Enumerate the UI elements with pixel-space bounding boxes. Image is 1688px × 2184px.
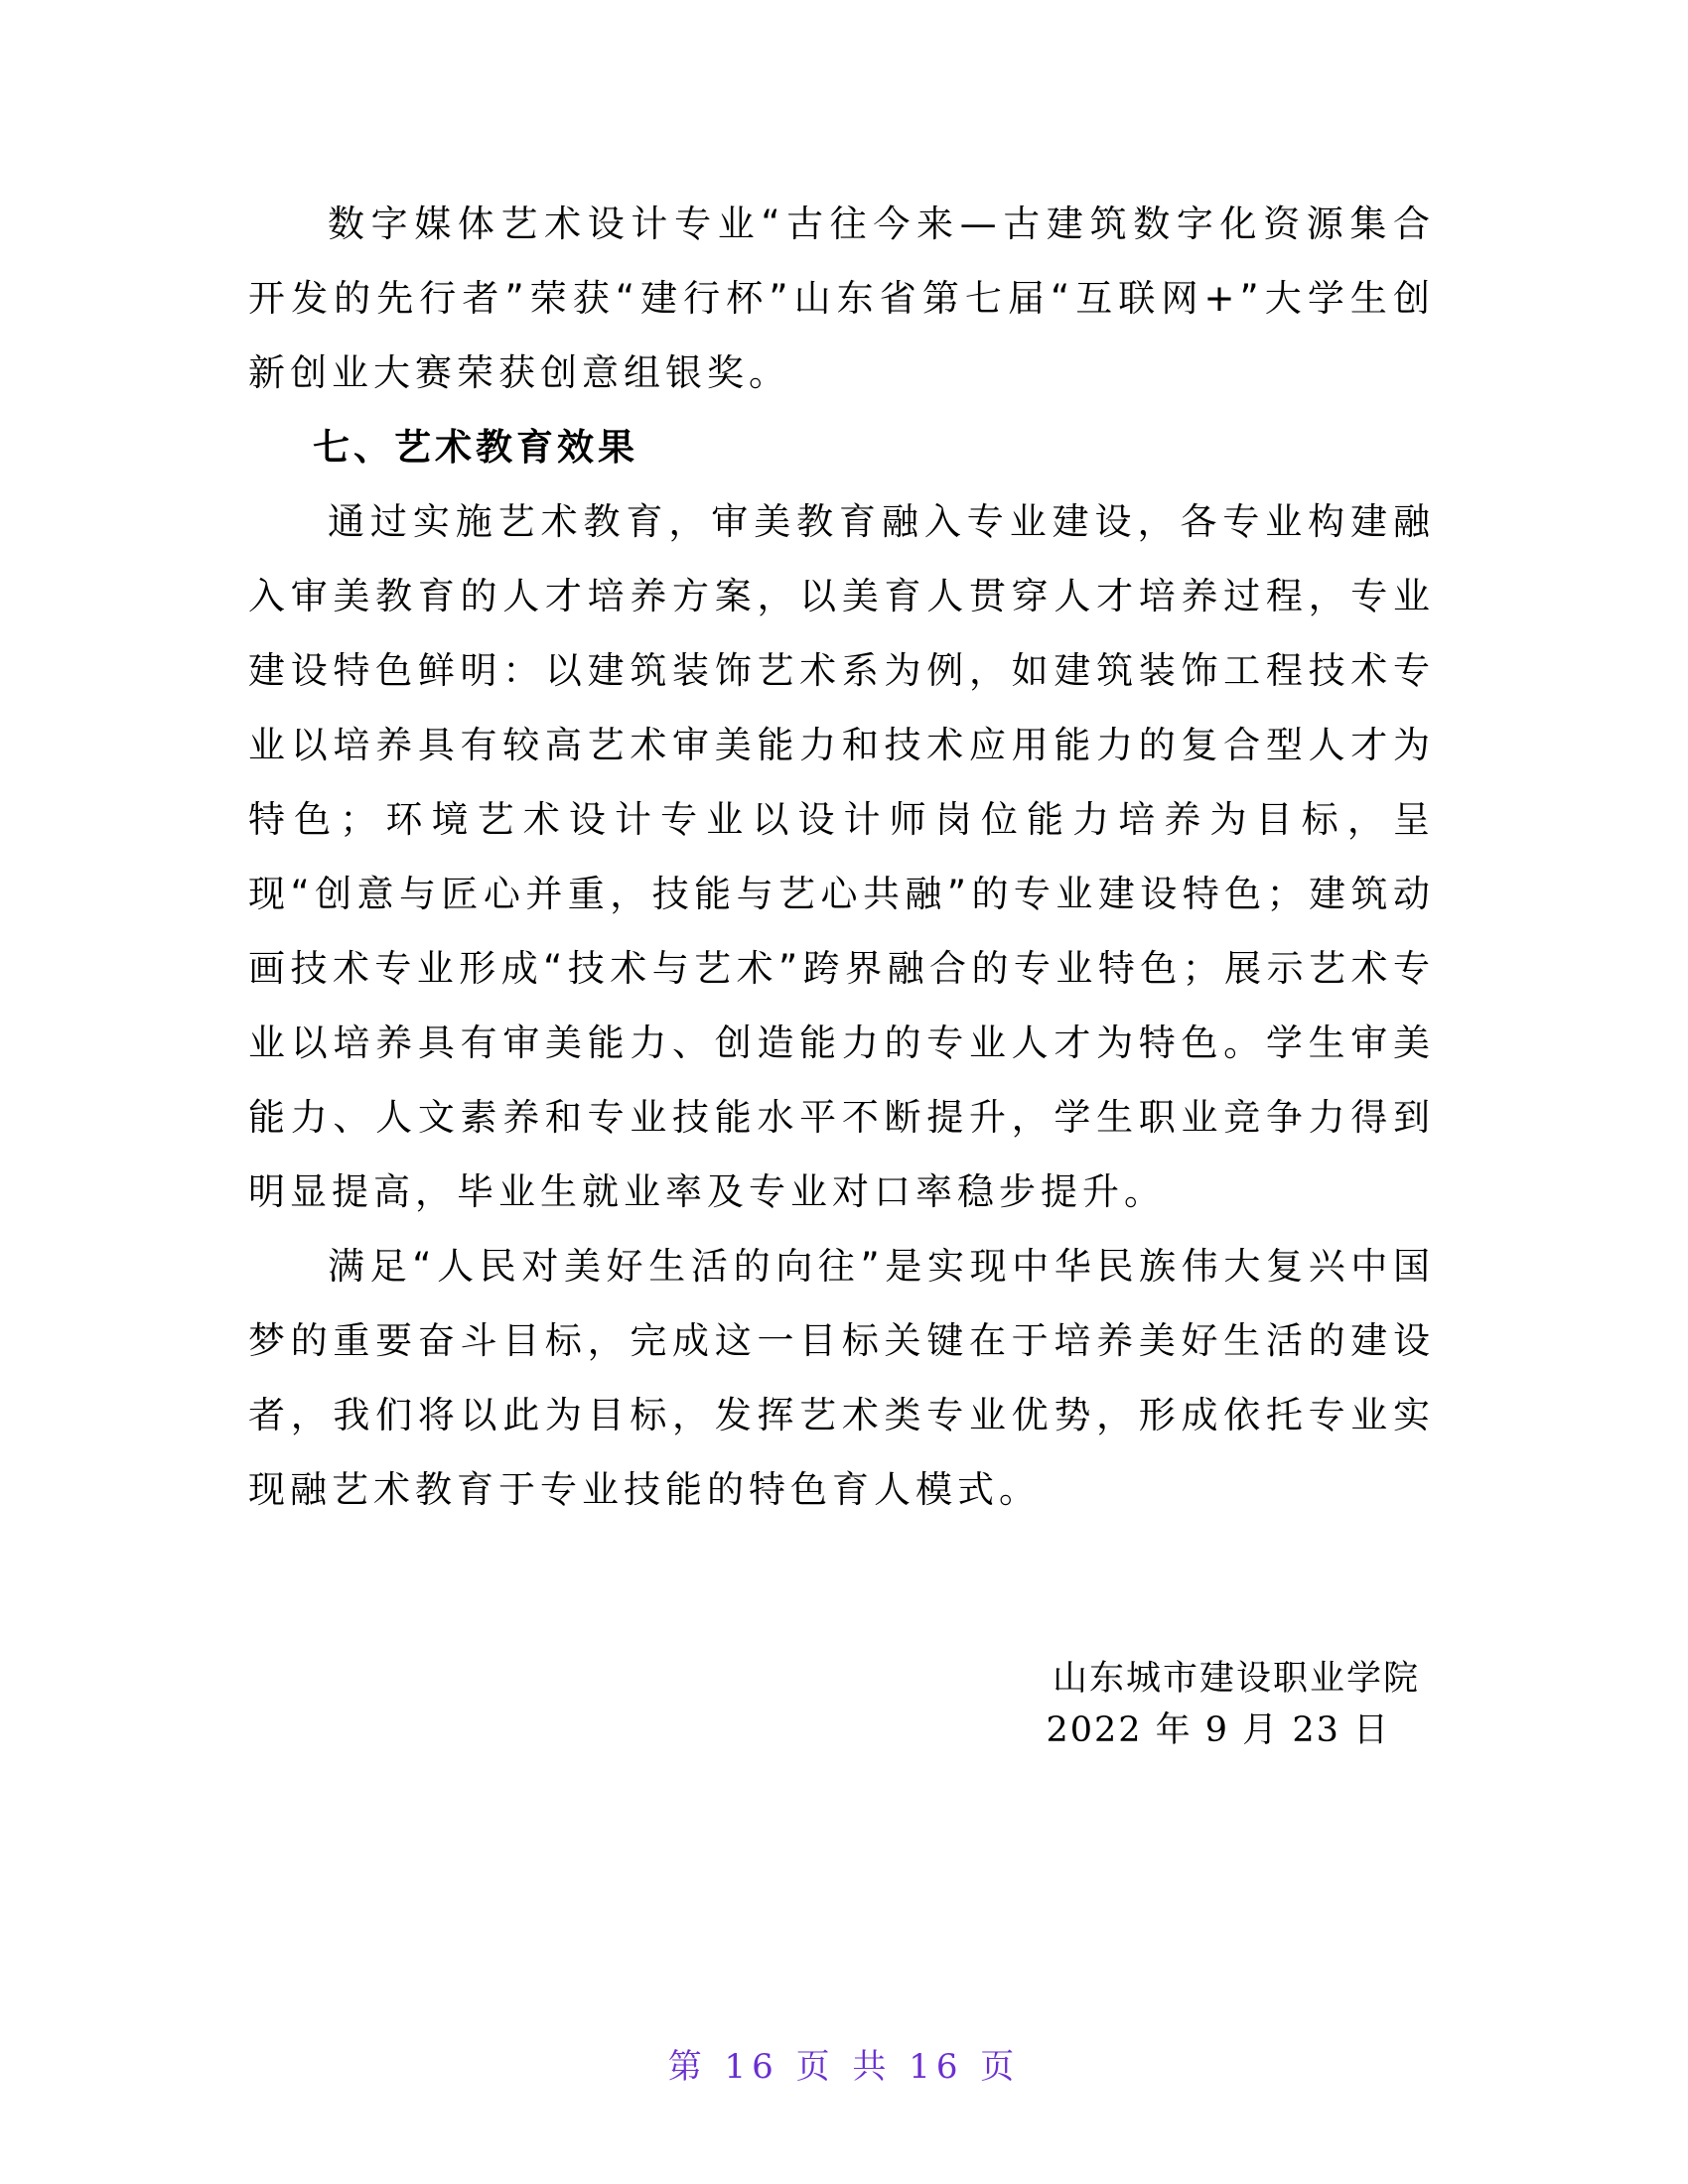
signature-block (1046, 1653, 1420, 1756)
signature-date: 2022 年 9 月 23 日 (1046, 1710, 1390, 1750)
signature-organization: 山东城市建设职业学院 (1052, 1659, 1420, 1699)
paragraph-effect: 通过实施艺术教育，审美教育融入专业建设，各专业构建融入审美教育的人才培养方案，以美育人贯穿人才培养过程，专业建设特色鲜明：以建筑装饰艺术系为例，如建筑装饰工程技术专业以培养具有较高艺术审美能力和技术应用能力的复合型人才为特色；环境艺术设计专业以设计师岗位能力培养为目标，呈现“创意与匠心并重，技能与艺心共融”的专业建设特色；建筑动画技术专业形成“技术与艺术”跨界融合的专业特色；展示艺术专业以培养具有审美能力、创造能力的专业人才为特色。学生审美能力、人文素养和专业技能水平不断提升，学生职业竞争力得到明显提高，毕业生就业率及专业对口率稳步提升。 (248, 500, 1435, 1213)
paragraph-award: 数字媒体艺术设计专业“古往今来—古建筑数字化资源集合开发的先行者”荣获“建行杯”山东省第七届“互联网+”大学生创新创业大赛荣获创意组银奖。 (248, 203, 1435, 394)
paragraph-conclusion: 满足“人民对美好生活的向往”是实现中华民族伟大复兴中国梦的重要奋斗目标，完成这一目标关键在于培养美好生活的建设者，我们将以此为目标，发挥艺术类专业优势，形成依托专业实现融艺术教育于专业技能的特色育人模式。 (248, 1245, 1435, 1511)
page-number-footer: 第 16 页 共 16 页 (667, 2047, 1021, 2087)
document-body (248, 187, 1435, 1527)
section-heading: 七、艺术教育效果 (313, 426, 638, 469)
